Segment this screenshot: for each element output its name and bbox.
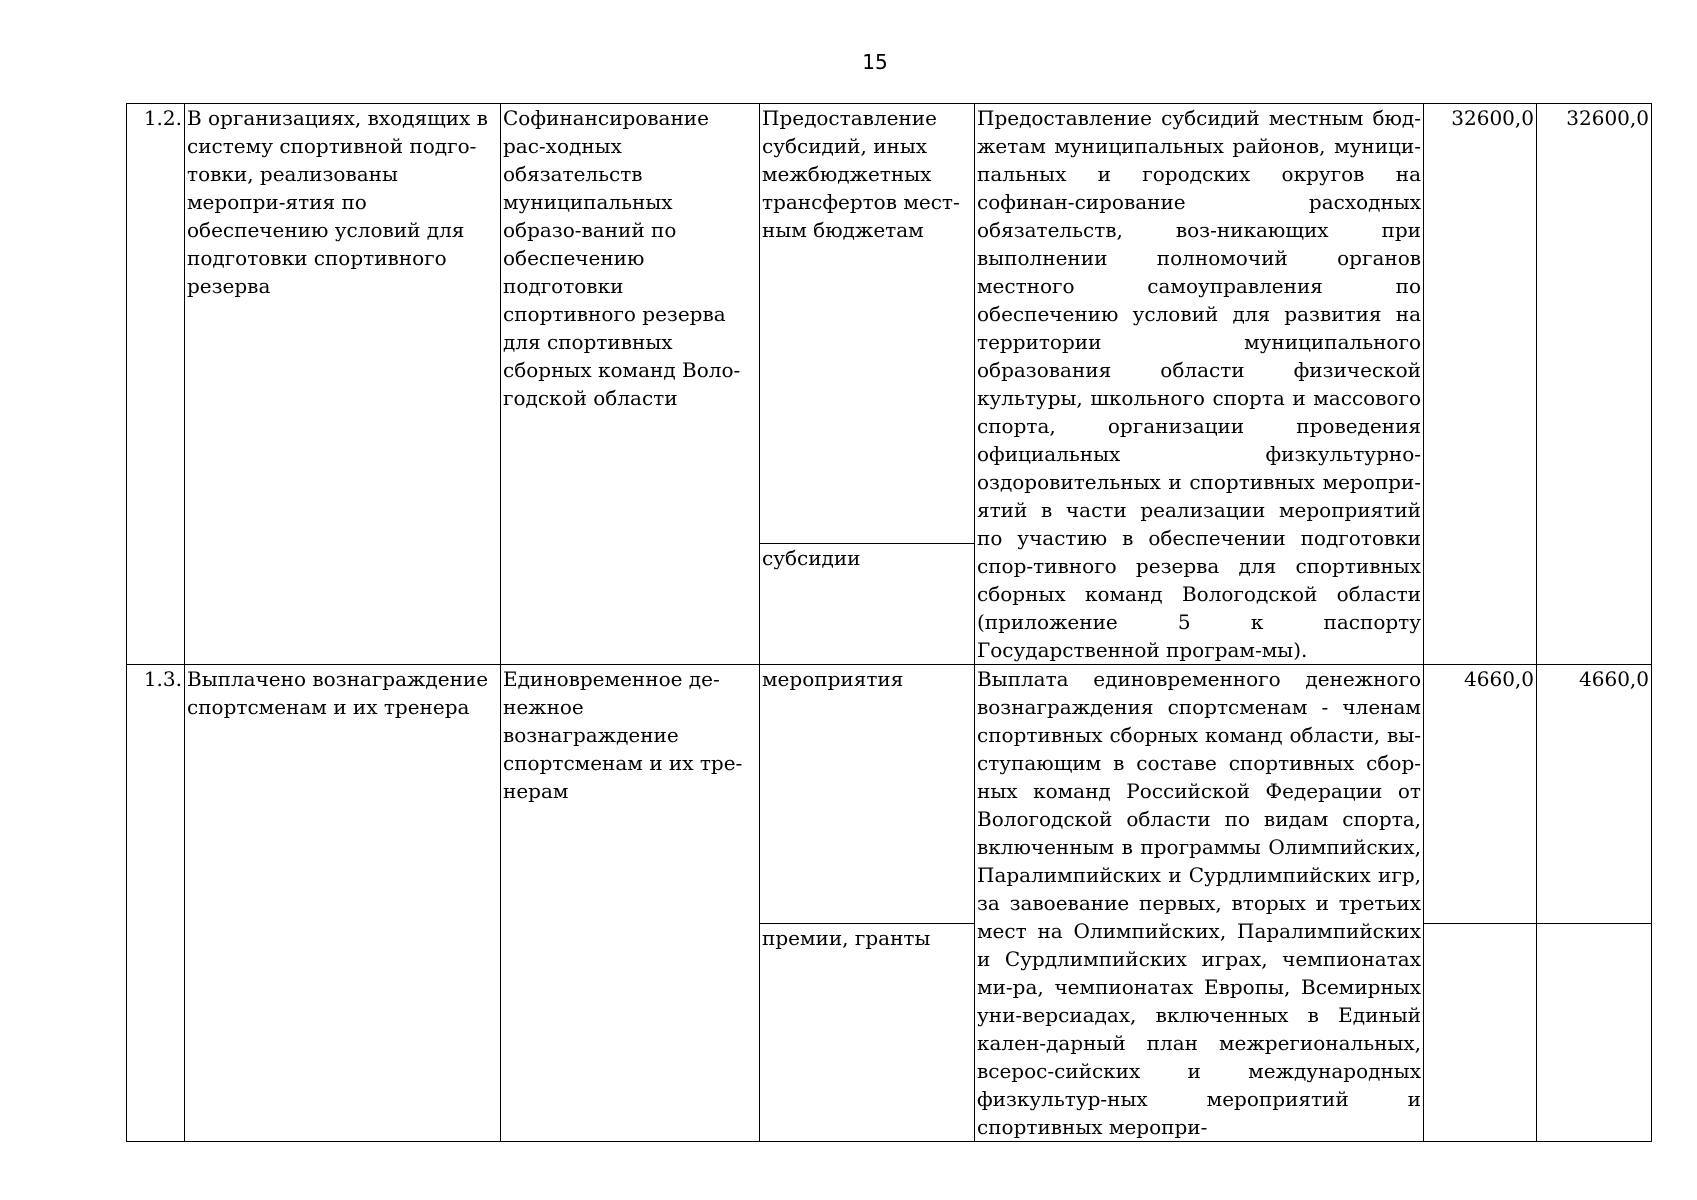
result-cell: В организациях, входящих в систему спортивной подго-товки, реализованы меропри-ятия по обеспечению условий для подготовки спортивного резерва	[185, 104, 501, 665]
table-row	[127, 104, 1652, 544]
amount-2-empty-cell	[1537, 924, 1652, 1142]
amount-1-empty-cell	[1424, 924, 1537, 1142]
type-sub-cell: субсидии	[760, 544, 975, 665]
measure-cell: Софинансирование рас-ходных обязательств муниципальных образо-ваний по обеспечению подготовки спортивного резерва для спортивных сборных команд Воло-годской области	[501, 104, 760, 665]
description-cell: Предоставление субсидий местным бюд-жетам муниципальных районов, муници-пальных и городских округов на софинан-сирование расходных обязательств, воз-никающих при выполнении полномочий органов местного самоуправления по обеспечению условий для развития на территории муниципального образования области физической культуры, школьного спорта и массового спорта, организации проведения официальных физкультурно-оздоровительных и спортивных меропри-ятий в части реализации мероприятий по участию в обеспечении подготовки спор-тивного резерва для спортивных сборных команд Вологодской области (приложение 5 к паспорту Государственной програм-мы).	[975, 104, 1424, 665]
measure-cell: Единовременное де-нежное вознаграждение спортсменам и их тре-нерам	[501, 665, 760, 1142]
amount-2-cell: 4660,0	[1537, 665, 1652, 924]
program-table	[126, 103, 1652, 1142]
type-main-cell: мероприятия	[760, 665, 975, 924]
type-main-cell: Предоставление субсидий, иных межбюджетных трансфертов мест-ным бюджетам	[760, 104, 975, 544]
result-cell: Выплачено вознаграждение спортсменам и их тренера	[185, 665, 501, 1142]
row-number: 1.2.	[127, 104, 185, 665]
amount-1-cell: 32600,0	[1424, 104, 1537, 665]
amount-2-cell: 32600,0	[1537, 104, 1652, 665]
description-cell: Выплата единовременного денежного вознаграждения спортсменам - членам спортивных сборных команд области, вы-ступающим в составе спортивных сбор-ных команд Российской Федерации от Вологодской области по видам спорта, включенным в программы Олимпийских, Паралимпийских и Сурдлимпийских игр, за завоевание первых, вторых и третьих мест на Олимпийских, Паралимпийских и Сурдлимпийских играх, чемпионатах ми-ра, чемпионатах Европы, Всемирных уни-версиадах, включенных в Единый кален-дарный план межрегиональных, всерос-сийских и международных физкультур-ных мероприятий и спортивных меропри-	[975, 665, 1424, 1142]
type-sub-cell: премии, гранты	[760, 924, 975, 1142]
page-number: 15	[862, 50, 888, 74]
table-row	[127, 665, 1652, 924]
amount-1-cell: 4660,0	[1424, 665, 1537, 924]
row-number: 1.3.	[127, 665, 185, 1142]
